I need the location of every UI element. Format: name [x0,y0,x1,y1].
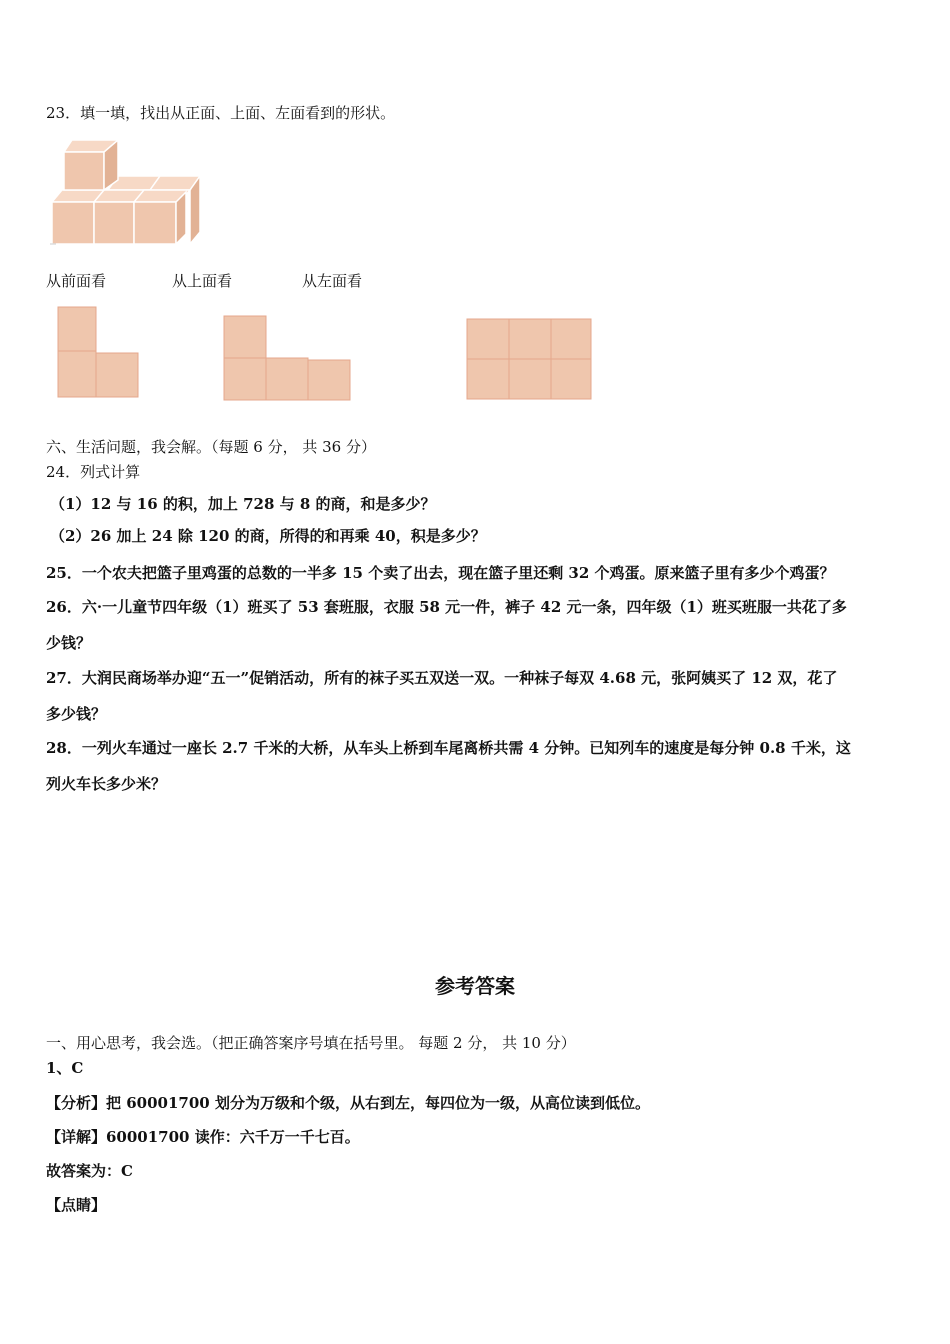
view-square [509,319,551,359]
answer-detail: 【详解】60001700 读作：六千万一千七百。 [46,1128,360,1146]
q24-part2: （2）26 加上 24 除 120 的商，所得的和再乘 40，积是多少？ [50,527,486,545]
q26-line2: 少钱？ [46,634,92,652]
q27-line2: 多少钱？ [46,705,107,723]
answers-section1-title: 一、用心思考，我会选。（把正确答案序号填在括号里。 每题 2 分， 共 10 分） [46,1034,576,1052]
section6-title: 六、生活问题，我会解。（每题 6 分， 共 36 分） [46,438,376,456]
q24-title: 24．列式计算 [46,463,141,481]
answers-heading: 参考答案 [435,974,515,998]
left-view-figure [464,316,596,402]
view-square [266,358,308,400]
view-square [467,359,509,399]
cube-stack-figure [50,132,210,252]
view-square [58,307,96,351]
q24-part1: （1）12 与 16 的积，加上 728 与 8 的商，和是多少？ [50,495,436,513]
q26-line1: 26．六·一儿童节四年级（1）班买了 53 套班服，衣服 58 元一件，裤子 42 元一条，四年级（1）班买班服一共花了多 [46,598,847,616]
q25-text: 25．一个农夫把篮子里鸡蛋的总数的一半多 15 个卖了出去，现在篮子里还剩 32 个鸡蛋。原来篮子里有多少个鸡蛋？ [46,564,835,582]
front-view-figure [54,305,144,405]
cube-front-face [94,202,134,244]
view-square [467,319,509,359]
view-square [551,359,591,399]
view-square [224,316,266,358]
view-square [551,319,591,359]
answer-conclusion: 故答案为：C [46,1162,133,1180]
top-view-figure [220,312,355,404]
view-square [58,351,96,397]
q23-title: 23．填一填，找出从正面、上面、左面看到的形状。 [46,104,396,122]
front-view-label: 从前面看 [46,272,107,290]
q28-line1: 28．一列火车通过一座长 2.7 千米的大桥，从车头上桥到车尾离桥共需 4 分钟。已知列车的速度是每分钟 0.8 千米，这 [46,739,851,757]
q27-line1: 27．大润民商场举办迎“五一”促销活动，所有的袜子买五双送一双。一种袜子每双 4.68 元，张阿姨买了 12 双，花了 [46,669,838,687]
view-square [96,353,138,397]
left-view-label: 从左面看 [302,272,363,290]
q28-line2: 列火车长多少米？ [46,775,167,793]
cube-front-face [52,202,94,244]
view-square [308,360,350,400]
cube-side-face [176,192,186,244]
answer-comment: 【点睛】 [46,1196,107,1214]
view-square [224,358,266,400]
answer-1: 1、C [46,1059,84,1077]
view-square [509,359,551,399]
cube-front-face [64,152,104,190]
answer-analysis: 【分析】把 60001700 划分为万级和个级，从右到左，每四位为一级，从高位读到低位。 [46,1094,650,1112]
cube-front-face [134,202,176,244]
top-view-label: 从上面看 [172,272,233,290]
